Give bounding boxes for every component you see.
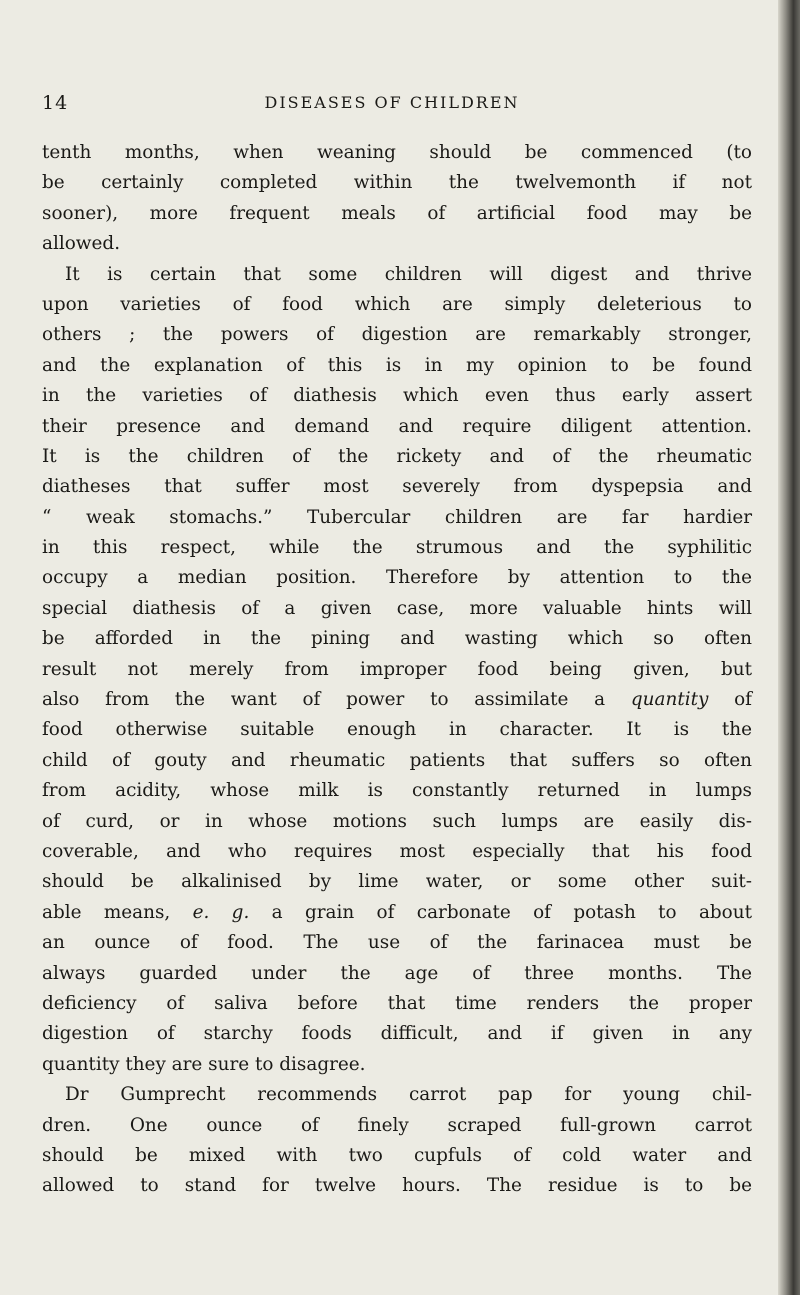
body-text xyxy=(42,138,752,1202)
page-header xyxy=(42,92,742,114)
text-line: be afforded in the pining and wasting which so often xyxy=(42,628,752,650)
text-line: should be alkalinised by lime water, or some other suit- xyxy=(42,871,752,893)
page-number: 14 xyxy=(42,92,69,114)
text-line: of curd, or in whose motions such lumps are easily dis- xyxy=(42,810,752,832)
text-line: occupy a median position. Therefore by attention to the xyxy=(42,567,752,589)
text-line: in this respect, while the strumous and the syphilitic xyxy=(42,537,752,559)
text-line: should be mixed with two cupfuls of cold water and xyxy=(42,1144,752,1166)
text-line: quantity they are sure to disagree. xyxy=(42,1053,366,1075)
italic-eg: e. g. xyxy=(192,901,250,923)
text-line xyxy=(42,685,752,715)
text-line: result not merely from improper food being given, but xyxy=(42,658,752,680)
text-line: special diathesis of a given case, more valuable hints will xyxy=(42,597,752,619)
text-line: an ounce of food. The use of the farinacea must be xyxy=(42,932,752,954)
text-run: a grain of carbonate of potash to about xyxy=(249,901,752,923)
text-line: It is certain that some children will digest and thrive xyxy=(65,263,752,285)
text-line: deficiency of saliva before that time renders the proper xyxy=(42,992,752,1014)
text-line xyxy=(42,898,752,928)
text-line: always guarded under the age of three months. The xyxy=(42,962,752,984)
text-line: Dr Gumprecht recommends carrot pap for young chil- xyxy=(65,1084,752,1106)
text-line: dren. One ounce of finely scraped full-grown carrot xyxy=(42,1114,752,1136)
text-line: allowed to stand for twelve hours. The residue is to be xyxy=(42,1175,752,1197)
text-line: tenth months, when weaning should be commenced (to xyxy=(42,142,752,163)
running-title: DISEASES OF CHILDREN xyxy=(264,93,520,112)
text-run: also from the want of power to assimilate a xyxy=(42,689,606,711)
text-line: their presence and demand and require diligent attention. xyxy=(42,415,752,437)
text-line: allowed. xyxy=(42,233,121,255)
italic-quantity: quantity xyxy=(630,689,709,711)
text-line: others ; the powers of digestion are remarkably stronger, xyxy=(42,324,752,346)
text-line: coverable, and who requires most especially that his food xyxy=(42,840,752,862)
text-line: in the varieties of diathesis which even thus early assert xyxy=(42,385,752,407)
binding-edge xyxy=(778,0,800,1295)
text-line: diatheses that suffer most severely from dyspepsia and xyxy=(42,476,752,498)
text-line: be certainly completed within the twelvemonth if not xyxy=(42,172,752,194)
text-line: sooner), more frequent meals of artificial food may be xyxy=(42,202,752,224)
text-line: digestion of starchy foods difficult, and if given in any xyxy=(42,1023,752,1045)
text-line: food otherwise suitable enough in character. It is the xyxy=(42,719,752,741)
text-line: from acidity, whose milk is constantly returned in lumps xyxy=(42,780,752,802)
text-run: able means, xyxy=(42,901,171,923)
text-line: child of gouty and rheumatic patients that suffers so often xyxy=(42,749,752,771)
text-run: of xyxy=(708,689,752,711)
text-line: It is the children of the rickety and of the rheumatic xyxy=(42,445,752,467)
text-line: upon varieties of food which are simply deleterious to xyxy=(42,293,752,315)
text-line: and the explanation of this is in my opinion to be found xyxy=(42,354,752,376)
text-line: “ weak stomachs.” Tubercular children are far hardier xyxy=(42,506,752,528)
